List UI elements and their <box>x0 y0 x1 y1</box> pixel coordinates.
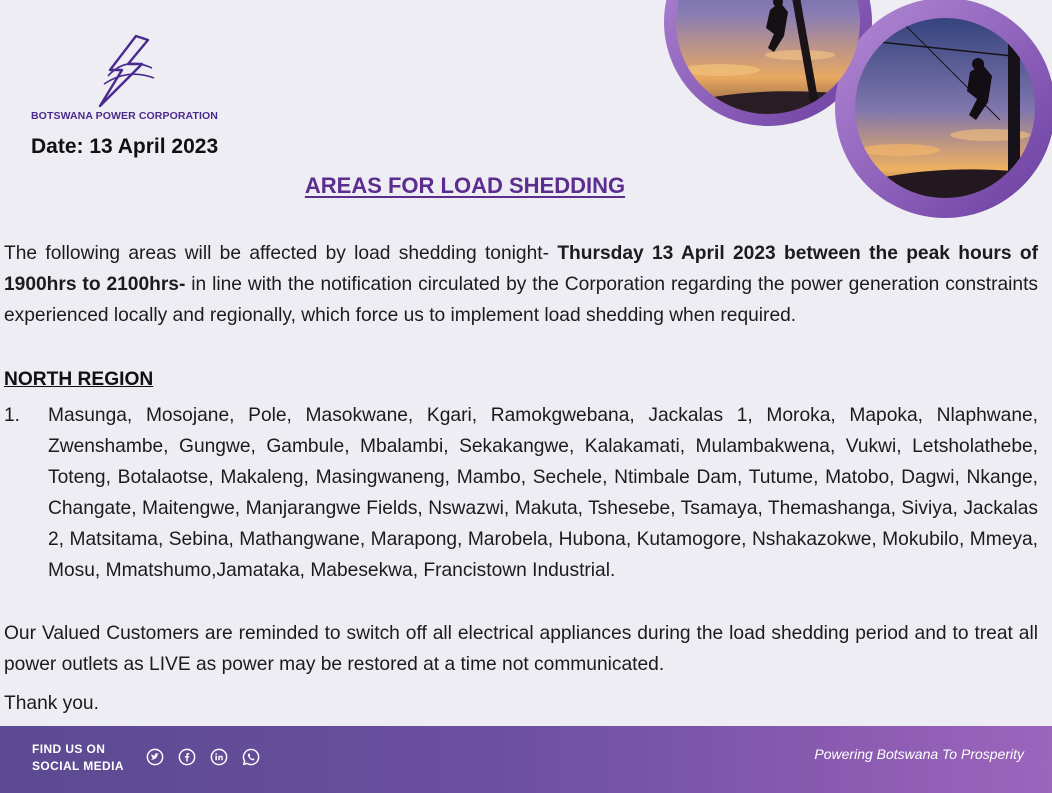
region-heading: NORTH REGION <box>4 369 154 390</box>
social-icons <box>146 748 260 766</box>
facebook-icon[interactable] <box>178 748 196 766</box>
footer-tagline: Powering Botswana To Prosperity <box>814 746 1024 762</box>
intro-text-start: The following areas will be affected by load shedding tonight- <box>4 243 558 264</box>
affected-areas: Masunga, Mosojane, Pole, Masokwane, Kgari, Ramokgwebana, Jackalas 1, Moroka, Mapoka, Nlaphwane, Zwenshambe, Gungwe, Gambule, Mbalambi, Sekakangwe, Kalakamati, Mulambakwena, Vukwi, Letsholathebe, Toteng, Botalaotse, Makaleng, Masingwaneng, Mambo, Sechele, Ntimbale Dam, Tutume, Matobo, Dagwi, Nkange, Changate, Maitengwe, Manjarangwe Fields, Nswazwi, Makuta, Tshesebe, Tsamaya, Themashanga, Siviya, Jackalas 2, Matsitama, Sebina, Mathangwane, Marapong, Marobela, Hubona, Kutamogore, Nshakazokwe, Mokubilo, Mmeya, Mosu, Mmatshumo,Jamataka, Mabesekwa, Francistown Industrial. <box>48 405 1038 581</box>
list-number: 1. <box>4 405 21 426</box>
twitter-icon[interactable] <box>146 748 164 766</box>
region-area-list <box>4 400 1038 586</box>
find-line-1: FIND US ON <box>32 742 106 756</box>
intro-paragraph <box>4 238 1038 331</box>
linkedin-icon[interactable] <box>210 748 228 766</box>
whatsapp-icon[interactable] <box>242 748 260 766</box>
bpc-logo-icon <box>92 34 160 108</box>
customer-reminder: Our Valued Customers are reminded to switch off all electrical appliances during the load shedding period and to treat all power outlets as LIVE as power may be restored at a time not communicated. <box>4 623 1038 675</box>
thank-you-text: Thank you. <box>4 693 99 714</box>
intro-schedule: Thursday 13 April 2023 between the peak hours of 1900hrs to 2100hrs- <box>4 243 1038 295</box>
social-media-label <box>32 741 124 775</box>
find-line-2: SOCIAL MEDIA <box>32 759 124 773</box>
company-name: BOTSWANA POWER CORPORATION <box>31 110 218 122</box>
notice-date: Date: 13 April 2023 <box>31 135 219 158</box>
lineworker-photos <box>600 0 1052 250</box>
footer-bar <box>0 726 1052 793</box>
intro-text-end: in line with the notification circulated by the Corporation regarding the power generation constraints experienced locally and regionally, which force us to implement load shedding when required. <box>4 274 1038 326</box>
notice-title: AREAS FOR LOAD SHEDDING <box>304 173 626 198</box>
